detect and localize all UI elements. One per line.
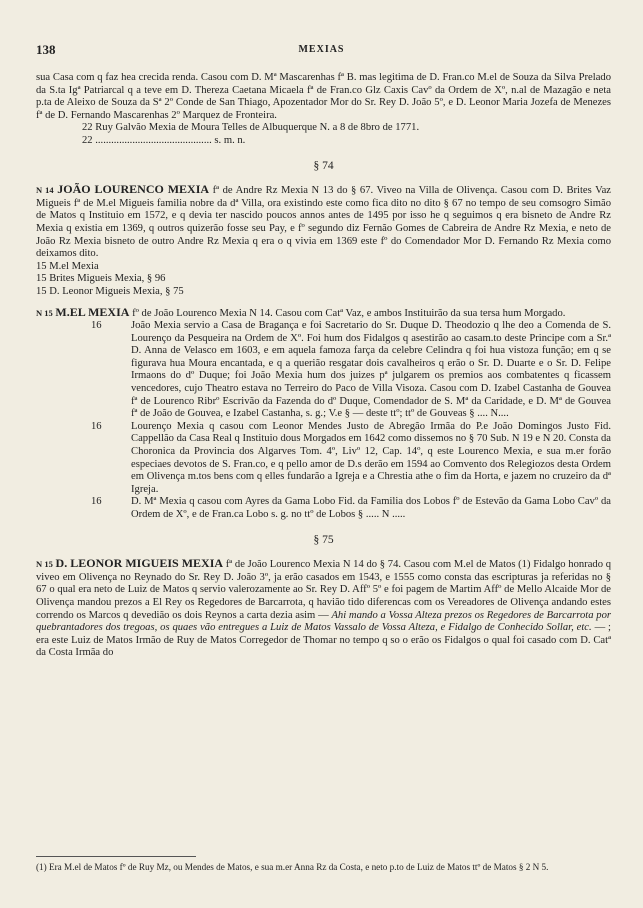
child-entry <box>36 496 611 521</box>
entry-joao-lourenco <box>36 183 611 261</box>
child-line: 15 Brites Migueis Mexia, § 96 <box>36 273 166 285</box>
child-text: João Mexia servio a Casa de Bragança e foi Sacretario do Sr. Duque D. Theodozio q lhe deo a Comenda de S. Lourenço da Pesqueira na Ordem de Xº. Foi hum dos Fidalgos q asestirão ao casam.to deste Principe com a Sr.ª D. Anna de Velasco em 1603, e em aquela famoza farça da celebre Celindra q foi hua vistoza função; em q se figurava hua Moura encantada, e q a querião resgatar dois cavalheiros q erão o Sr. D. Duarte e o Sr. D. Felipe Irmaons do dº Duque; foi João Mexia hum dos juizes pª julgarem os premios aos combatentes q ficassem vencedores, cujo Theatro estava no Terreiro do Paco de Villa Visoza. Casou com D. Izabel Castanha de Gouvea fª de Lourenco Ribrº Escrivão da Fazenda do dº Duque, Comendador de S. Mª da Caridade, e D. Mª de Gouvea fª de João de Gouvea, e Izabel Castanha, s. g.; V.e § — deste ttº; ttº de Gouveas § .... N.... <box>131 320 611 420</box>
intro-line-1: 22 Ruy Galvão Mexia de Moura Telles de Albuquerque N. a 8 de 8bro de 1771. <box>82 122 420 134</box>
entry-text: fº de João Lourenco Mexia N 14. Casou com Catª Vaz, e ambos Instituirão da sua tersa hum Morgado. <box>132 307 566 319</box>
running-head: MEXIAS <box>298 44 345 55</box>
page-header <box>36 42 607 58</box>
entry-quote: Ahi mando a Vossa Alteza prezos os Regedores de Barcarrota por quebrantadores dos tregoas, os quaes vão entregues a Luiz de Matos Vassalo de Vossa Alteza, e Fidalgo de Conhecido Sollar, etc. <box>36 609 611 634</box>
intro-line-2: 22 ............................................ s. m. n. <box>82 134 246 146</box>
entry-ref: N 15 <box>36 559 53 570</box>
entry-name: M.EL MEXIA <box>55 304 130 319</box>
intro-paragraph: sua Casa com q faz hea crecida renda. Casou com D. Mª Mascarenhas fª B. mas legitima de D. Fran.co M.el de Souza da Silva Prelado da S.ta Igª Patriarcal q a teve em D. Thereza Caetana Micaela fª de Fran.co Glz Caxis Cavº da Ordem de Xº, n.al de Mazagão e neta p.ta de Aleixo de Souza da Sª 2º Conde de San Thiago, Apozentador Mor do Sr. Rey D. João 5º, e D. Leonor Maria Jozefa de Menezes fª de D. Fernando Mascarenhas 2º Marquez de Fronteira. <box>36 72 611 121</box>
child-text: D. Mª Mexia q casou com Ayres da Gama Lobo Fid. da Familia dos Lobos fº de Estevão da Gama Lobo Cavº da Ordem de Xº, e de Fran.ca Lobo s. g. no ttº de Lobos § ..... N ..... <box>131 496 611 520</box>
footnote: (1) Era M.el de Matos fº de Ruy Mz, ou Mendes de Matos, e sua m.er Anna Rz da Costa, e neto p.to de Luiz de Matos ttº de Matos § 2 N 5. <box>36 862 549 872</box>
child-number: 16 <box>91 420 102 432</box>
child-line: 15 M.el Mexia <box>36 260 99 272</box>
entry-name: JOÃO LOURENCO MEXIA <box>57 182 210 197</box>
section-74-title: § 74 <box>313 159 334 172</box>
child-number: 16 <box>91 496 102 508</box>
entry-tail: — ; era este Luiz de Matos Irmão de Ruy de Matos Corregedor de Thomar no tempo q so o erão os Fidalgos o qual foi casado com D. Catª da Costa Irmãa do <box>36 622 611 659</box>
entry-text: fª de Andre Rz Mexia N 13 do § 67. Viveo na Villa de Olivença. Casou com D. Brites Vaz Migueis fª de M.el Migueis familia nobre da dª Villa, ora existindo este como fica dito no dito § 67 no tempo de seu comsogro Simão de Matos q Instituio em 1572, e q devia ter nascido poucos annos antes de 1495 por isso he q seguimos q era bisneto de Andre Rz Mexia q existia em 1369, q outros quizerão fosse seu Pay, e fº segundo diz Fernão Gomes de Cabreira de Andre Rz Mexia, e neto de João Rz Mexia bisneto de outro Andre Rz Mexia q era o q vivia em 1369 este fº do Comendador Mor D. Fernando Rz Mexia como deixamos dito. <box>36 185 612 260</box>
section-75-title: § 75 <box>313 533 334 546</box>
footnote-rule <box>36 856 196 857</box>
entry-ref: N 14 <box>36 185 54 196</box>
page-body <box>36 72 611 660</box>
entry-manuel-mexia <box>36 306 611 321</box>
entry-leonor-migueis <box>36 557 611 660</box>
child-entry <box>36 320 611 421</box>
page-number: 138 <box>36 42 56 57</box>
child-entry <box>36 421 611 497</box>
entry-text: fª de João Lourenco Mexia N 14 do § 74. Casou com M.el de Matos (1) Fidalgo honrado q viveo em Olivença no Reynado do Sr. Rey D. João 3º, ja erão casados em 1543, e 1555 como consta das escripturas ja referidas no § 67 o qual era neto de Luiz de Matos q servio valerozamente ao Sr. Rey D. Affº 5º e foi pagem de Martim Affº de Mello Alcaide Mor de Olivença mandou prezos a El Rey os Regedores de Barcarrota, q havião tido diferencas com os Vereadores de Olivença andando estes correndo os Marcos q devedião os dois Reynos a carta dezia asim — <box>36 559 612 621</box>
child-line: 15 D. Leonor Migueis Mexia, § 75 <box>36 285 184 297</box>
child-text: Lourenço Mexia q casou com Leonor Mendes Justo de Abregão Irmãa do P.e João Domingos Justo Fid. Cappellão da Casa Real q Instituio dous Morgados em 1642 como dissemos no § 70 Sub. N 19 e N 20. Consta da Choronica da Provincia dos Algarves Tom. 4º, Livº 12, Cap. 14º, q este Lourenco Mexia, e sua m.er forão especiaes devotos de S. Fran.co, e q pello amor de D.s derão em 1594 ao Comvento dos Relegiozos desta Ordem em Olivença m.tos bens com q elles fundarão a Igreja e a Chrestia athe o fim da Horta, e jazem no cruzeiro da dª Igreja. <box>131 420 612 495</box>
child-number: 16 <box>91 320 102 332</box>
entry-ref: N 15 <box>36 307 53 318</box>
entry-name: D. LEONOR MIGUEIS MEXIA <box>55 556 224 571</box>
